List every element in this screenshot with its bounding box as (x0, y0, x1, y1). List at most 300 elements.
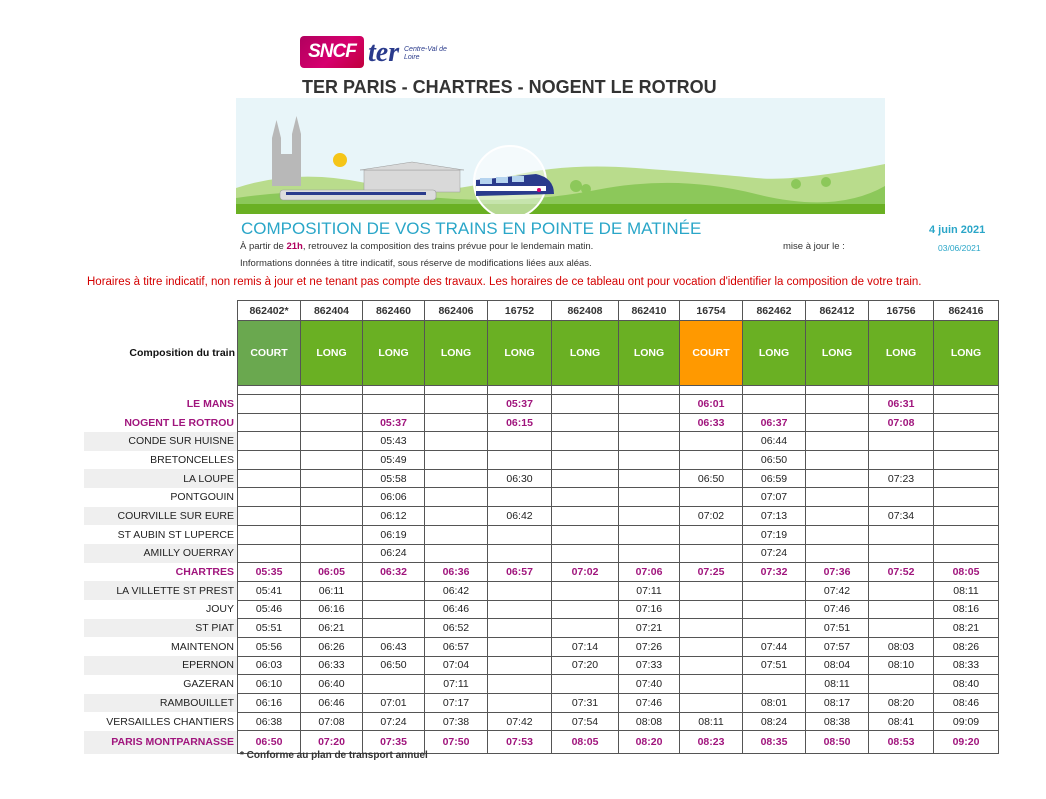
departure-time (425, 413, 488, 432)
station-name: GAZERAN (183, 678, 234, 691)
table-row (84, 731, 999, 754)
departure-time: 07:32 (743, 563, 806, 582)
departure-time: 05:56 (238, 637, 301, 656)
departure-time: 05:41 (238, 581, 301, 600)
departure-time: 07:19 (743, 525, 806, 544)
departure-time (869, 544, 934, 563)
departure-time: 07:17 (425, 694, 488, 713)
departure-time: 06:42 (488, 507, 552, 526)
table-row (84, 694, 999, 713)
departure-time (425, 451, 488, 470)
departure-time: 06:38 (238, 712, 301, 731)
station-name: VERSAILLES CHANTIERS (106, 715, 234, 728)
station-name: BRETONCELLES (150, 453, 234, 466)
departure-time (869, 619, 934, 638)
departure-time: 07:02 (552, 563, 619, 582)
departure-time: 06:59 (743, 469, 806, 488)
departure-time: 07:14 (552, 637, 619, 656)
departure-time (488, 544, 552, 563)
departure-time: 06:03 (238, 656, 301, 675)
composition-badge: LONG (619, 321, 680, 386)
departure-time: 08:11 (806, 675, 869, 694)
departure-time (934, 525, 999, 544)
departure-time: 07:21 (619, 619, 680, 638)
departure-time (552, 581, 619, 600)
departure-time (488, 694, 552, 713)
departure-time (619, 469, 680, 488)
page-title: TER PARIS - CHARTRES - NOGENT LE ROTROU (302, 77, 717, 97)
spacer-cell (238, 386, 301, 395)
spacer-cell (619, 386, 680, 395)
train-number: 862404 (301, 301, 363, 321)
departure-time (869, 581, 934, 600)
departure-time (488, 525, 552, 544)
departure-time: 08:38 (806, 712, 869, 731)
table-row (84, 712, 999, 731)
departure-time (301, 451, 363, 470)
departure-time (552, 619, 619, 638)
departure-time: 08:26 (934, 637, 999, 656)
table-row (84, 413, 999, 432)
departure-time (619, 488, 680, 507)
departure-time (680, 581, 743, 600)
departure-time: 07:57 (806, 637, 869, 656)
departure-time (238, 525, 301, 544)
table-row (84, 451, 999, 470)
departure-time (238, 451, 301, 470)
departure-time: 07:16 (619, 600, 680, 619)
spacer-label (84, 386, 238, 395)
departure-time: 06:16 (301, 600, 363, 619)
departure-time: 07:13 (743, 507, 806, 526)
departure-time: 08:50 (806, 731, 869, 754)
departure-time (488, 432, 552, 451)
departure-time (806, 525, 869, 544)
departure-time: 06:06 (363, 488, 425, 507)
composition-badge: LONG (363, 321, 425, 386)
departure-time: 06:43 (363, 637, 425, 656)
departure-time: 07:35 (363, 731, 425, 754)
departure-time: 06:30 (488, 469, 552, 488)
departure-time (238, 413, 301, 432)
departure-time (363, 619, 425, 638)
departure-time (238, 432, 301, 451)
departure-time: 08:01 (743, 694, 806, 713)
station-name: LE MANS (186, 397, 234, 410)
departure-time (488, 675, 552, 694)
station-name: PARIS MONTPARNASSE (84, 731, 238, 754)
departure-time (806, 413, 869, 432)
departure-time (869, 432, 934, 451)
composition-badge: LONG (301, 321, 363, 386)
departure-time (488, 451, 552, 470)
departure-time: 08:20 (619, 731, 680, 754)
composition-badge: COURT (238, 321, 301, 386)
footnote: * Conforme au plan de transport annuel (240, 750, 428, 761)
departure-time: 08:03 (869, 637, 934, 656)
spacer-cell (743, 386, 806, 395)
departure-time: 07:02 (680, 507, 743, 526)
departure-time: 06:50 (363, 656, 425, 675)
table-row (84, 637, 999, 656)
departure-time: 05:35 (238, 563, 301, 582)
departure-time (743, 395, 806, 414)
departure-time: 06:36 (425, 563, 488, 582)
departure-time (680, 451, 743, 470)
departure-time: 07:52 (869, 563, 934, 582)
landscape-illustration (236, 98, 885, 214)
departure-time: 08:11 (934, 581, 999, 600)
departure-time: 07:06 (619, 563, 680, 582)
table-row (84, 581, 999, 600)
departure-time (552, 469, 619, 488)
departure-time (301, 469, 363, 488)
departure-time (552, 507, 619, 526)
spacer-cell (301, 386, 363, 395)
table-row (84, 600, 999, 619)
departure-time (934, 507, 999, 526)
departure-time: 07:24 (363, 712, 425, 731)
departure-time: 08:16 (934, 600, 999, 619)
departure-time: 07:51 (806, 619, 869, 638)
departure-time (619, 544, 680, 563)
departure-time (425, 544, 488, 563)
departure-time: 05:49 (363, 451, 425, 470)
departure-time: 08:41 (869, 712, 934, 731)
departure-time (680, 656, 743, 675)
departure-time: 06:21 (301, 619, 363, 638)
composition-badge: LONG (743, 321, 806, 386)
departure-time (806, 544, 869, 563)
departure-time (363, 600, 425, 619)
departure-time: 07:46 (806, 600, 869, 619)
departure-time (363, 581, 425, 600)
departure-time (552, 395, 619, 414)
departure-time (619, 525, 680, 544)
spacer-cell (934, 386, 999, 395)
departure-time (238, 469, 301, 488)
departure-time: 06:52 (425, 619, 488, 638)
table-row (84, 525, 999, 544)
departure-time (806, 395, 869, 414)
train-number: 862412 (806, 301, 869, 321)
spacer-row (84, 386, 999, 395)
departure-time: 07:53 (488, 731, 552, 754)
departure-time: 08:24 (743, 712, 806, 731)
departure-time: 06:40 (301, 675, 363, 694)
departure-time (552, 525, 619, 544)
departure-time: 06:46 (425, 600, 488, 619)
station-name: EPERNON (84, 656, 238, 675)
departure-time (680, 544, 743, 563)
train-number: 862410 (619, 301, 680, 321)
station-name: ST AUBIN ST LUPERCE (117, 528, 234, 541)
departure-time: 06:15 (488, 413, 552, 432)
departure-time: 07:36 (806, 563, 869, 582)
departure-time (488, 581, 552, 600)
header-blank (84, 301, 238, 321)
departure-time (425, 469, 488, 488)
departure-time (806, 507, 869, 526)
departure-time: 08:33 (934, 656, 999, 675)
departure-time: 06:33 (301, 656, 363, 675)
departure-time: 05:58 (363, 469, 425, 488)
table-row (84, 488, 999, 507)
departure-time: 06:32 (363, 563, 425, 582)
departure-time: 07:25 (680, 563, 743, 582)
station-name: ST PIAT (84, 619, 238, 638)
departure-time: 08:35 (743, 731, 806, 754)
departure-time (934, 395, 999, 414)
departure-time (680, 619, 743, 638)
departure-time (301, 413, 363, 432)
spacer-cell (425, 386, 488, 395)
departure-time: 09:20 (934, 731, 999, 754)
departure-time (869, 488, 934, 507)
departure-time (869, 675, 934, 694)
departure-time (552, 451, 619, 470)
departure-time (488, 637, 552, 656)
departure-time: 07:31 (552, 694, 619, 713)
departure-time: 07:24 (743, 544, 806, 563)
departure-time (552, 488, 619, 507)
departure-time (743, 619, 806, 638)
table-row (84, 656, 999, 675)
departure-time (806, 469, 869, 488)
table-row (84, 544, 999, 563)
station-name: JOUY (205, 603, 234, 616)
departure-time: 06:50 (238, 731, 301, 754)
departure-time (425, 488, 488, 507)
station-name: AMILLY OUERRAY (84, 544, 238, 563)
train-number: 16754 (680, 301, 743, 321)
composition-badge: COURT (680, 321, 743, 386)
composition-title: COMPOSITION DE VOS TRAINS EN POINTE DE MATINÉE (241, 219, 702, 238)
info-disclaimer: Informations données à titre indicatif, sous réserve de modifications liées aux aléas. (240, 258, 592, 269)
info-text: À partir de 21h, retrouvez la composition des trains prévue pour le lendemain matin. (240, 241, 594, 252)
departure-time (680, 525, 743, 544)
departure-time: 07:07 (743, 488, 806, 507)
train-number: 16752 (488, 301, 552, 321)
departure-time: 06:50 (680, 469, 743, 488)
departure-time (869, 525, 934, 544)
departure-time: 07:11 (425, 675, 488, 694)
composition-badge: LONG (488, 321, 552, 386)
composition-badge: LONG (806, 321, 869, 386)
departure-time: 07:38 (425, 712, 488, 731)
departure-time (680, 675, 743, 694)
departure-time (425, 395, 488, 414)
departure-time: 07:40 (619, 675, 680, 694)
departure-time (934, 544, 999, 563)
departure-time (934, 451, 999, 470)
departure-time (301, 507, 363, 526)
departure-time: 06:31 (869, 395, 934, 414)
departure-time (806, 451, 869, 470)
departure-time: 07:08 (869, 413, 934, 432)
schedule-table (84, 300, 999, 754)
composition-label: Composition du train (129, 347, 235, 359)
departure-time (425, 525, 488, 544)
train-number: 862402* (238, 301, 301, 321)
composition-date: 4 juin 2021 (929, 224, 986, 236)
departure-time: 08:11 (680, 712, 743, 731)
departure-time (425, 432, 488, 451)
sncf-logo: SNCF (300, 36, 364, 68)
departure-time (301, 432, 363, 451)
departure-time: 08:17 (806, 694, 869, 713)
departure-time: 07:51 (743, 656, 806, 675)
update-date: 03/06/2021 (938, 243, 981, 253)
departure-time (488, 619, 552, 638)
departure-time (301, 395, 363, 414)
departure-time (934, 488, 999, 507)
departure-time (238, 507, 301, 526)
ter-logo: ter (368, 37, 400, 68)
departure-time: 07:34 (869, 507, 934, 526)
departure-time: 06:42 (425, 581, 488, 600)
departure-time (869, 451, 934, 470)
train-number: 16756 (869, 301, 934, 321)
departure-time: 08:21 (934, 619, 999, 638)
spacer-cell (869, 386, 934, 395)
departure-time (743, 581, 806, 600)
departure-time (806, 488, 869, 507)
departure-time: 06:11 (301, 581, 363, 600)
train-number: 862460 (363, 301, 425, 321)
departure-time (552, 675, 619, 694)
table-row (84, 563, 999, 582)
departure-time (934, 469, 999, 488)
departure-time: 08:05 (552, 731, 619, 754)
departure-time (552, 600, 619, 619)
departure-time (619, 451, 680, 470)
departure-time (934, 413, 999, 432)
departure-time: 06:37 (743, 413, 806, 432)
departure-time (619, 413, 680, 432)
departure-time: 08:46 (934, 694, 999, 713)
departure-time: 07:20 (301, 731, 363, 754)
station-name: LA LOUPE (84, 469, 238, 488)
departure-time: 06:57 (488, 563, 552, 582)
departure-time: 08:05 (934, 563, 999, 582)
departure-time: 05:37 (488, 395, 552, 414)
departure-time (488, 600, 552, 619)
departure-time (301, 525, 363, 544)
spacer-cell (806, 386, 869, 395)
departure-time: 06:24 (363, 544, 425, 563)
warning-text: Horaires à titre indicatif, non remis à jour et ne tenant pas compte des travaux. Les horaires de ce tableau ont pour vocation d'identifier la composition de votre train. (87, 276, 922, 288)
update-label: mise à jour le : (783, 241, 845, 252)
spacer-cell (363, 386, 425, 395)
departure-time (680, 600, 743, 619)
departure-time (488, 488, 552, 507)
table-row (84, 675, 999, 694)
region-logo-text: Centre-Val de Loire (404, 46, 447, 61)
departure-time (488, 656, 552, 675)
departure-time: 07:11 (619, 581, 680, 600)
station-name: CHARTRES (175, 566, 234, 579)
departure-time: 07:01 (363, 694, 425, 713)
departure-time: 07:20 (552, 656, 619, 675)
departure-time (552, 413, 619, 432)
departure-time: 06:01 (680, 395, 743, 414)
departure-time: 07:04 (425, 656, 488, 675)
departure-time: 06:12 (363, 507, 425, 526)
train-number: 862408 (552, 301, 619, 321)
departure-time: 07:42 (806, 581, 869, 600)
composition-badge: LONG (934, 321, 999, 386)
departure-time (425, 507, 488, 526)
departure-time: 06:46 (301, 694, 363, 713)
station-name: MAINTENON (171, 640, 234, 653)
departure-time (743, 675, 806, 694)
station-name: LA VILLETTE ST PREST (84, 581, 238, 600)
departure-time: 06:44 (743, 432, 806, 451)
departure-time (680, 432, 743, 451)
departure-time: 07:46 (619, 694, 680, 713)
train-number: 862406 (425, 301, 488, 321)
departure-time (363, 395, 425, 414)
departure-time (619, 395, 680, 414)
departure-time (806, 432, 869, 451)
departure-time (869, 600, 934, 619)
departure-time: 08:40 (934, 675, 999, 694)
departure-time (238, 395, 301, 414)
spacer-cell (680, 386, 743, 395)
departure-time: 07:23 (869, 469, 934, 488)
train-number: 862416 (934, 301, 999, 321)
departure-time (743, 600, 806, 619)
departure-time: 07:50 (425, 731, 488, 754)
departure-time: 07:08 (301, 712, 363, 731)
departure-time: 05:37 (363, 413, 425, 432)
banner-illustration (236, 98, 885, 214)
train-number-row (84, 301, 999, 321)
table-row (84, 507, 999, 526)
station-name: RAMBOUILLET (84, 694, 238, 713)
departure-time (552, 432, 619, 451)
departure-time: 08:53 (869, 731, 934, 754)
departure-time: 06:57 (425, 637, 488, 656)
departure-time: 05:46 (238, 600, 301, 619)
departure-time: 07:26 (619, 637, 680, 656)
departure-time: 07:54 (552, 712, 619, 731)
station-name: PONTGOUIN (170, 491, 234, 504)
departure-time (680, 488, 743, 507)
departure-time: 08:04 (806, 656, 869, 675)
departure-time: 06:16 (238, 694, 301, 713)
departure-time (301, 488, 363, 507)
departure-time (238, 488, 301, 507)
train-number: 862462 (743, 301, 806, 321)
departure-time (301, 544, 363, 563)
table-row (84, 619, 999, 638)
departure-time: 06:26 (301, 637, 363, 656)
composition-badge: LONG (425, 321, 488, 386)
station-name: COURVILLE SUR EURE (84, 507, 238, 526)
departure-time: 08:23 (680, 731, 743, 754)
departure-time: 08:20 (869, 694, 934, 713)
departure-time: 09:09 (934, 712, 999, 731)
departure-time (680, 694, 743, 713)
station-name: CONDE SUR HUISNE (84, 432, 238, 451)
table-row (84, 432, 999, 451)
departure-time: 05:43 (363, 432, 425, 451)
departure-time: 06:05 (301, 563, 363, 582)
departure-time (619, 432, 680, 451)
departure-time: 06:10 (238, 675, 301, 694)
